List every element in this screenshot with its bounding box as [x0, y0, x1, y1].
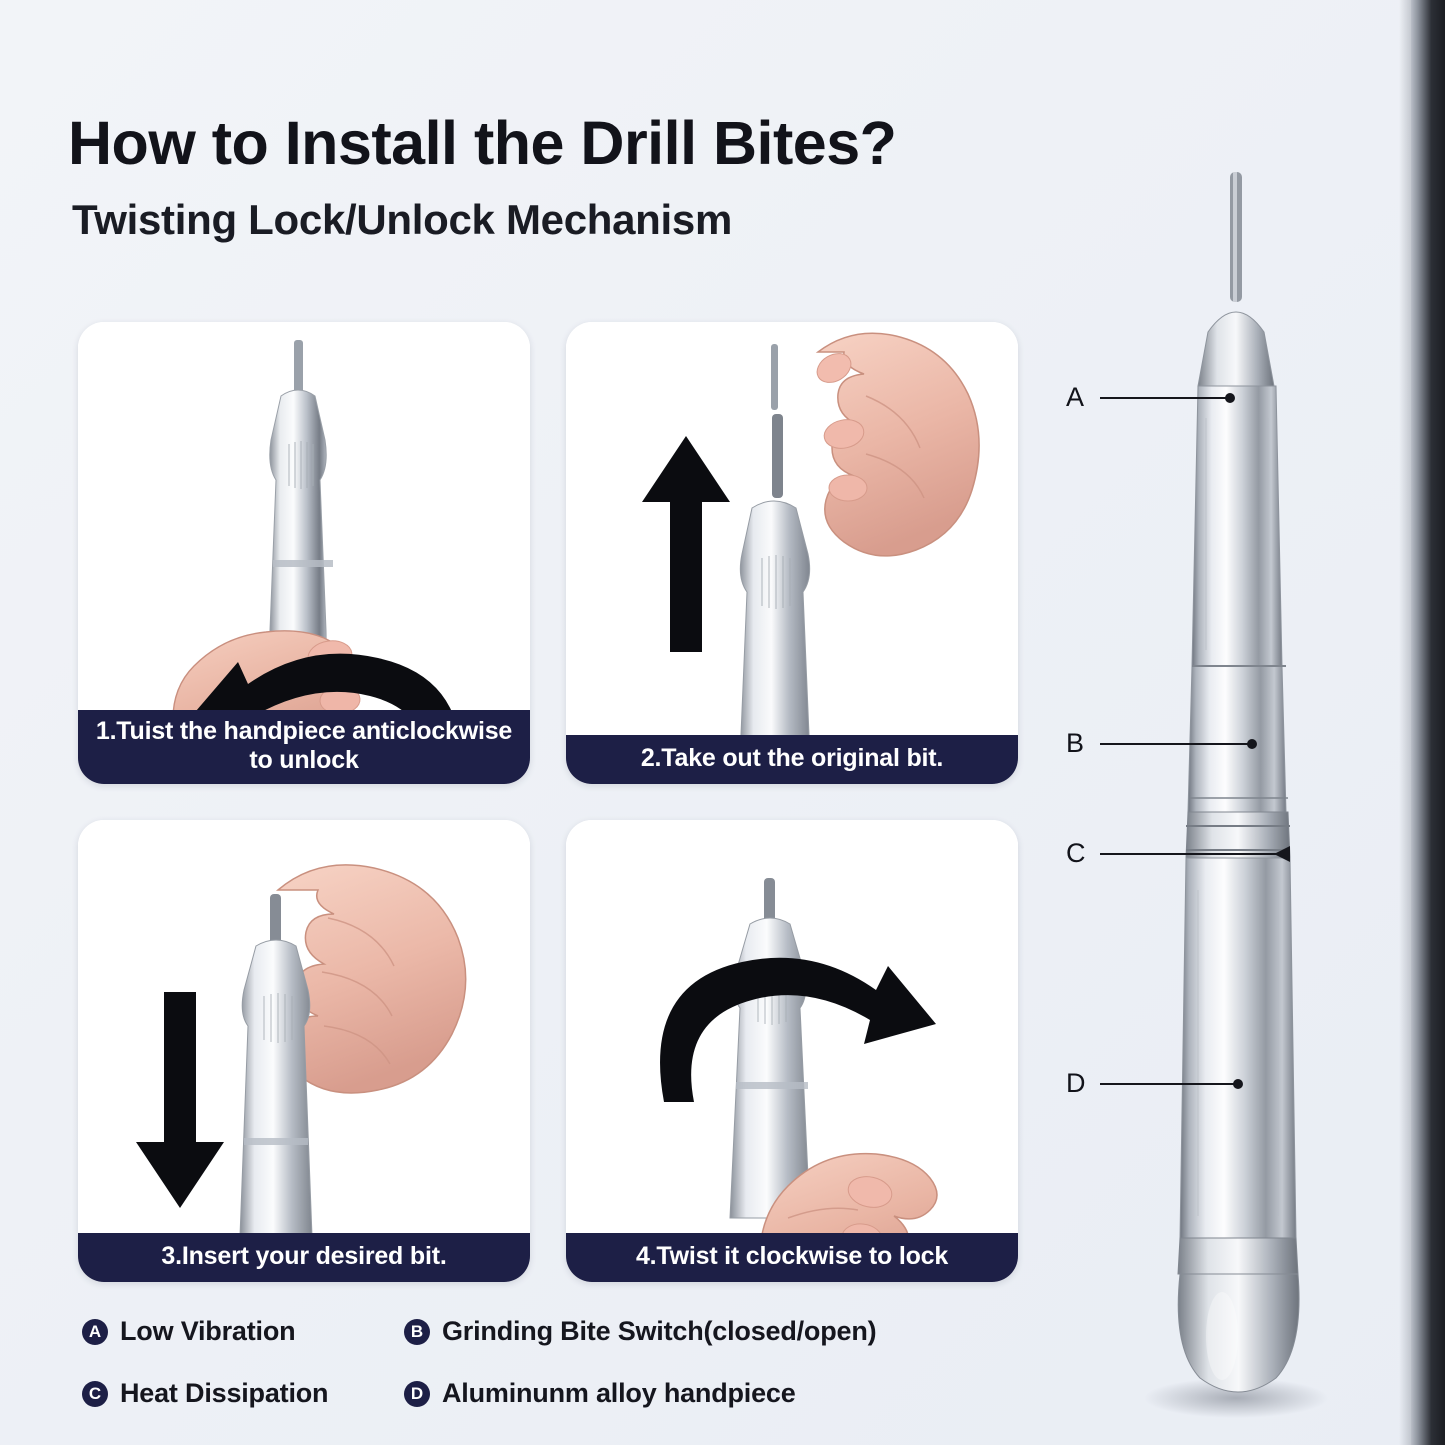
callout-label-a: A: [1066, 382, 1085, 412]
step-card-1: [78, 322, 530, 784]
product-illustration: [1040, 150, 1400, 1420]
page-edge-band: [1411, 0, 1445, 1445]
legend-badge-a: A: [82, 1319, 108, 1345]
legend-item-a: [82, 1316, 295, 1347]
legend-badge-b: B: [404, 1319, 430, 1345]
legend-item-d: [404, 1378, 796, 1409]
legend-label-d: Aluminunm alloy handpiece: [442, 1378, 796, 1408]
handpiece-diagram: [1040, 150, 1400, 1420]
callout-label-c: C: [1066, 838, 1086, 868]
page-subtitle: Twisting Lock/Unlock Mechanism: [72, 196, 733, 243]
legend-item-b: [404, 1316, 876, 1347]
step-2-image: [566, 322, 1018, 784]
step-3-illustration: [78, 820, 530, 1282]
legend-label-c: Heat Dissipation: [120, 1378, 329, 1408]
legend-badge-d: D: [404, 1381, 430, 1407]
step-3-caption: 3.Insert your desired bit.: [78, 1233, 530, 1282]
legend-badge-c: C: [82, 1381, 108, 1407]
steps-grid: [78, 322, 1018, 1290]
step-1-caption: 1.Tuist the handpiece anticlockwise to unlock: [78, 710, 530, 784]
step-4-illustration: [566, 820, 1018, 1282]
step-2-caption: 2.Take out the original bit.: [566, 735, 1018, 784]
page-edge-shadow: [1399, 0, 1411, 1445]
callout-label-b: B: [1066, 728, 1085, 758]
step-4-caption: 4.Twist it clockwise to lock: [566, 1233, 1018, 1282]
step-4-image: [566, 820, 1018, 1282]
step-3-image: [78, 820, 530, 1282]
legend: [82, 1316, 1032, 1426]
step-card-2: [566, 322, 1018, 784]
callout-label-d: D: [1066, 1068, 1086, 1098]
step-card-3: [78, 820, 530, 1282]
page-title: How to Install the Drill Bites?: [68, 109, 897, 177]
step-card-4: [566, 820, 1018, 1282]
step-2-illustration: [566, 322, 1018, 784]
legend-label-a: Low Vibration: [120, 1316, 296, 1346]
legend-label-b: Grinding Bite Switch(closed/open): [442, 1316, 877, 1346]
legend-item-c: [82, 1378, 328, 1409]
